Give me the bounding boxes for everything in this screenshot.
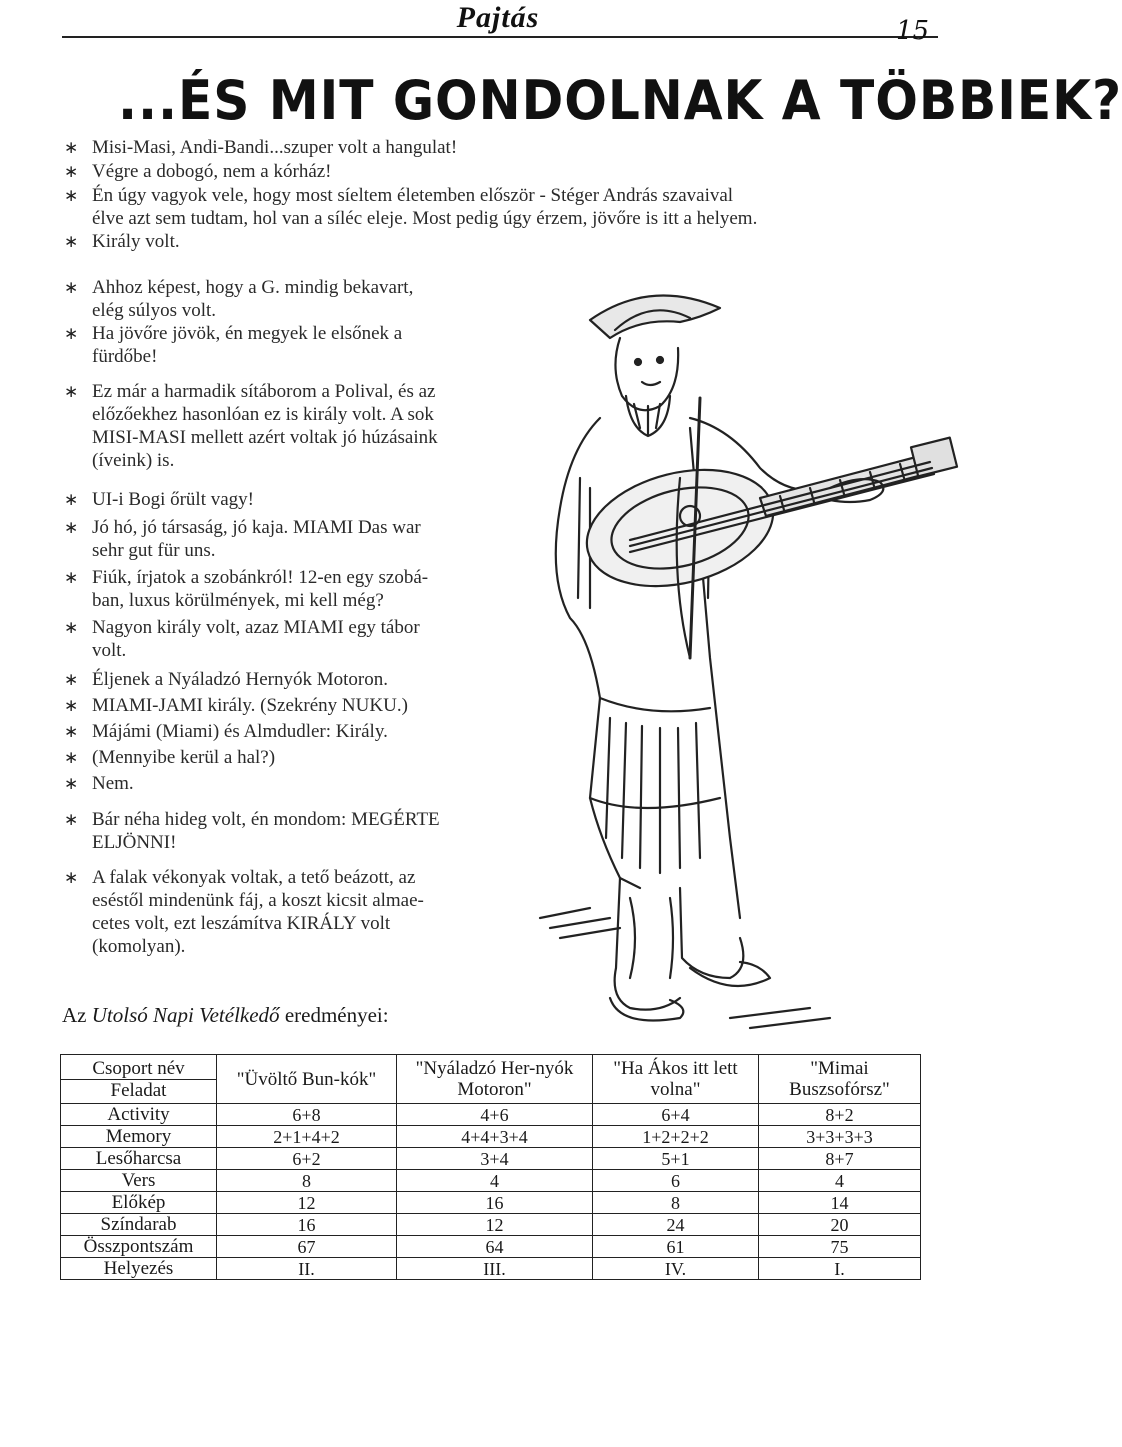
table-row: [61, 1214, 921, 1236]
score-cell: 67: [217, 1236, 397, 1258]
quote-line: Végre a dobogó, nem a kórház!: [92, 161, 332, 182]
page-number: 15: [896, 16, 930, 46]
table-corner-cell: [61, 1055, 217, 1104]
task-label: Vers: [61, 1170, 217, 1192]
task-label: Activity: [61, 1104, 217, 1126]
task-label: Memory: [61, 1126, 217, 1148]
quote-bullet-icon: ∗: [64, 568, 79, 588]
quote-line: ban, luxus körülmények, mi kell még?: [92, 590, 384, 611]
musician-illustration: [530, 278, 960, 1038]
quote-bullet-icon: ∗: [64, 382, 79, 402]
quote-bullet-icon: ∗: [64, 232, 79, 252]
quote-bullet-icon: ∗: [64, 138, 79, 158]
quote-bullet-icon: ∗: [64, 696, 79, 716]
score-cell: 4+6: [397, 1104, 593, 1126]
table-row: [61, 1236, 921, 1258]
quote-bullet-icon: ∗: [64, 490, 79, 510]
quote-line: előzőekhez hasonlóan ez is király volt. A sok: [92, 404, 434, 425]
results-subtitle-emphasis: Utolsó Napi Vetélkedő: [91, 1003, 280, 1027]
quote-line: (íveink) is.: [92, 450, 175, 471]
task-label: Lesőharcsa: [61, 1148, 217, 1170]
quote-line: volt.: [92, 640, 127, 661]
task-label: Összpontszám: [61, 1236, 217, 1258]
task-label: Helyezés: [61, 1258, 217, 1280]
magazine-logo: Pajtás: [456, 1, 540, 34]
quote-line: Májámi (Miami) és Almdudler: Király.: [92, 721, 388, 742]
quote-line: MISI-MASI mellett azért voltak jó húzásaink: [92, 427, 438, 448]
task-label: Színdarab: [61, 1214, 217, 1236]
score-cell: 24: [593, 1214, 759, 1236]
table-row: [61, 1192, 921, 1214]
score-cell: 6+4: [593, 1104, 759, 1126]
quote-line: Bár néha hideg volt, én mondom: MEGÉRTE: [92, 809, 440, 830]
results-subtitle-suffix: eredményei:: [279, 1003, 389, 1027]
score-cell: 6: [593, 1170, 759, 1192]
score-cell: 8+2: [759, 1104, 921, 1126]
results-subtitle-prefix: Az: [62, 1003, 92, 1027]
score-cell: 8: [593, 1192, 759, 1214]
quote-line: fürdőbe!: [92, 346, 158, 367]
quote-bullet-icon: ∗: [64, 518, 79, 538]
quote-line: (Mennyibe kerül a hal?): [92, 747, 276, 768]
quote-line: MIAMI-JAMI király. (Szekrény NUKU.): [92, 695, 408, 716]
team-header: "Üvöltő Bun-kók": [217, 1055, 397, 1104]
quote-bullet-icon: ∗: [64, 722, 79, 742]
quote-line: Nagyon király volt, azaz MIAMI egy tábor: [92, 617, 420, 638]
score-cell: 1+2+2+2: [593, 1126, 759, 1148]
score-cell: 4+4+3+4: [397, 1126, 593, 1148]
score-cell: 6+8: [217, 1104, 397, 1126]
quote-line: Ez már a harmadik sítáborom a Polival, és az: [92, 381, 436, 402]
team-header: "Mimai Buszsofórsz": [759, 1055, 921, 1104]
score-cell: 3+3+3+3: [759, 1126, 921, 1148]
score-cell: 64: [397, 1236, 593, 1258]
quote-line: UI-i Bogi őrült vagy!: [92, 489, 255, 510]
score-cell: 61: [593, 1236, 759, 1258]
score-cell: 2+1+4+2: [217, 1126, 397, 1148]
results-subtitle: [62, 1002, 389, 1028]
task-label: Előkép: [61, 1192, 217, 1214]
table-header-row: [61, 1055, 921, 1104]
quote-line: Ha jövőre jövök, én megyek le elsőnek a: [92, 323, 403, 344]
quote-line: Éljenek a Nyáladzó Hernyók Motoron.: [92, 669, 388, 690]
quote-bullet-icon: ∗: [64, 670, 79, 690]
quote-line: cetes volt, ezt leszámítva KIRÁLY volt: [92, 913, 391, 934]
score-cell: 12: [397, 1214, 593, 1236]
score-cell: 6+2: [217, 1148, 397, 1170]
score-cell: 4: [397, 1170, 593, 1192]
results-table: [60, 1054, 921, 1280]
score-cell: 4: [759, 1170, 921, 1192]
quote-line: élve azt sem tudtam, hol van a síléc eleje. Most pedig úgy érzem, jövőre is itt a helyem.: [92, 208, 758, 229]
table-row: [61, 1148, 921, 1170]
table-row: [61, 1170, 921, 1192]
quote-bullet-icon: ∗: [64, 324, 79, 344]
quote-line: Király volt.: [92, 231, 180, 252]
quote-line: A falak vékonyak voltak, a tető beázott, az: [92, 867, 416, 888]
team-header: "Ha Ákos itt lett volna": [593, 1055, 759, 1104]
table-row: [61, 1126, 921, 1148]
quote-line: eséstől mindenünk fáj, a koszt kicsit almae-: [92, 890, 424, 911]
quote-line: Én úgy vagyok vele, hogy most síeltem életemben először - Stéger András szavaival: [92, 185, 734, 206]
score-cell: 16: [397, 1192, 593, 1214]
quote-line: Misi-Masi, Andi-Bandi...szuper volt a hangulat!: [92, 137, 458, 158]
score-cell: 12: [217, 1192, 397, 1214]
table-row: [61, 1104, 921, 1126]
score-cell: 8+7: [759, 1148, 921, 1170]
quote-bullet-icon: ∗: [64, 868, 79, 888]
quote-bullet-icon: ∗: [64, 810, 79, 830]
quote-line: (komolyan).: [92, 936, 186, 957]
corner-bottom-label: Feladat: [110, 1079, 167, 1101]
quote-line: sehr gut für uns.: [92, 540, 216, 561]
score-cell: III.: [397, 1258, 593, 1280]
score-cell: 75: [759, 1236, 921, 1258]
score-cell: 16: [217, 1214, 397, 1236]
score-cell: II.: [217, 1258, 397, 1280]
quote-line: Fiúk, írjatok a szobánkról! 12-en egy szobá-: [92, 567, 429, 588]
quote-line: ELJÖNNI!: [92, 832, 177, 853]
quote-line: Ahhoz képest, hogy a G. mindig bekavart,: [92, 277, 414, 298]
quote-bullet-icon: ∗: [64, 186, 79, 206]
table-row: [61, 1258, 921, 1280]
header-rule: [62, 36, 938, 38]
score-cell: 3+4: [397, 1148, 593, 1170]
score-cell: 5+1: [593, 1148, 759, 1170]
score-cell: I.: [759, 1258, 921, 1280]
quote-bullet-icon: ∗: [64, 162, 79, 182]
quote-line: Nem.: [92, 773, 134, 794]
corner-top-label: Csoport név: [61, 1058, 216, 1080]
score-cell: 14: [759, 1192, 921, 1214]
quote-line: Jó hó, jó társaság, jó kaja. MIAMI Das war: [92, 517, 421, 538]
page-title: ...ÉS MIT GONDOLNAK A TÖBBIEK?: [118, 69, 1122, 132]
score-cell: IV.: [593, 1258, 759, 1280]
score-cell: 20: [759, 1214, 921, 1236]
quote-bullet-icon: ∗: [64, 278, 79, 298]
score-cell: 8: [217, 1170, 397, 1192]
quote-bullet-icon: ∗: [64, 748, 79, 768]
quote-line: elég súlyos volt.: [92, 300, 217, 321]
quote-bullet-icon: ∗: [64, 774, 79, 794]
quote-bullet-icon: ∗: [64, 618, 79, 638]
team-header: "Nyáladzó Her-nyók Motoron": [397, 1055, 593, 1104]
